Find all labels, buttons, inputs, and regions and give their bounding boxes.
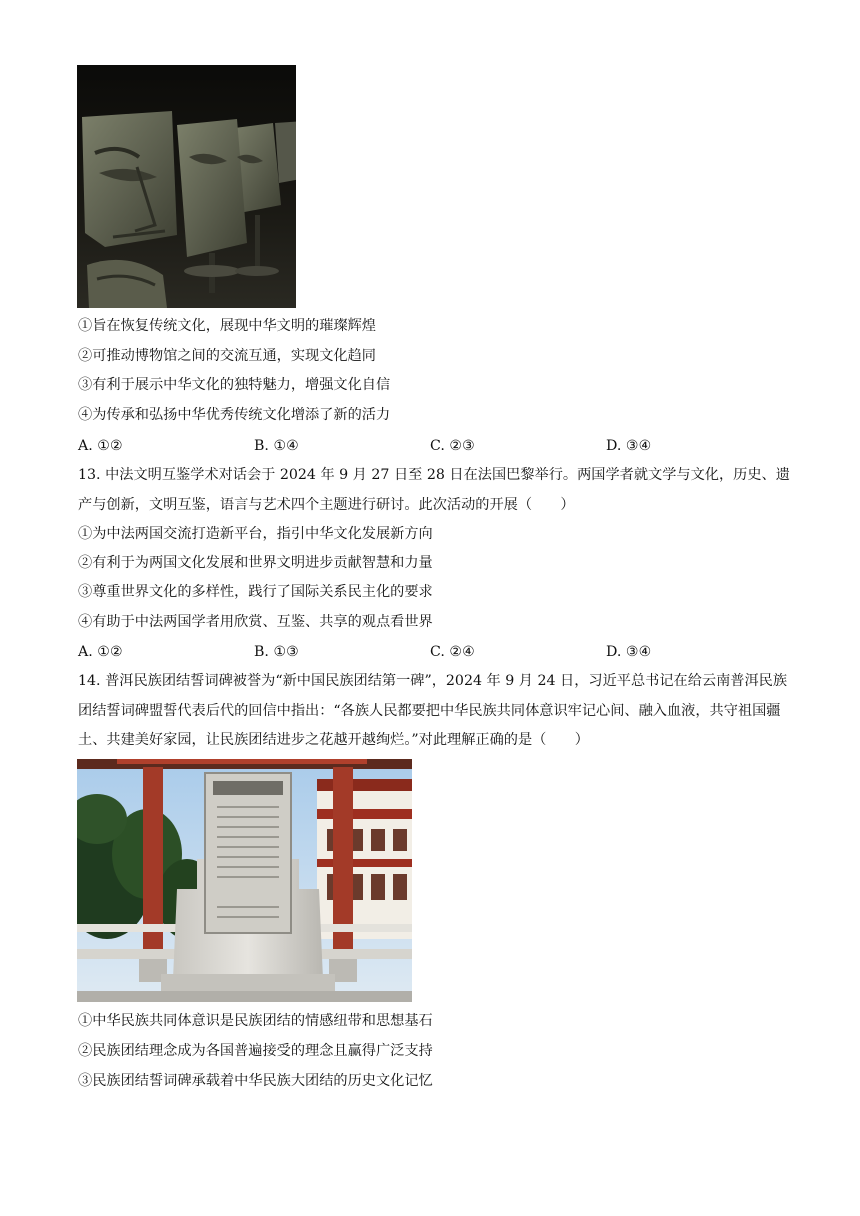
q12-option-a[interactable]: A. ①②	[78, 438, 123, 454]
q13-stem: 13. 中法文明互鉴学术对话会于 2024 年 9 月 27 日至 28 日在法国巴黎举行。两国学者就文学与文化，历史、遗产与创新，文明互鉴，语言与艺术四个主题进行研讨。此次活动的开展（ ）	[78, 467, 790, 513]
q13-statement-3: ③尊重世界文化的多样性，践行了国际关系民主化的要求	[78, 584, 433, 600]
q14-stem: 14. 普洱民族团结誓词碑被誉为“新中国民族团结第一碑”，2024 年 9 月 24 日，习近平总书记在给云南普洱民族团结誓词碑盟誓代表后代的回信中指出：“各族人民都要把中华民族共同体意识牢记心间、融入血液，共守祖国疆土、共建美好家园，让民族团结进步之花越开越绚烂。”对此理解正确的是（ ）	[78, 673, 788, 748]
q13-option-b[interactable]: B. ①③	[254, 644, 299, 660]
q12-statement-1: ①旨在恢复传统文化，展现中华文明的璀璨辉煌	[78, 318, 376, 334]
q12-options	[78, 436, 790, 456]
q14-statement-2: ②民族团结理念成为各国普遍接受的理念且赢得广泛支持	[78, 1043, 433, 1059]
q13-statement-4: ④有助于中法两国学者用欣赏、互鉴、共享的观点看世界	[78, 614, 433, 630]
bronze-masks-photo	[77, 65, 296, 308]
q12-option-c[interactable]: C. ②③	[430, 438, 475, 454]
bronze-masks-icon	[77, 65, 296, 308]
q12-statement-2: ②可推动博物馆之间的交流互通，实现文化趋同	[78, 348, 376, 364]
q12-option-b[interactable]: B. ①④	[254, 438, 299, 454]
stele-pavilion-photo	[77, 759, 412, 1002]
q14-statement-3: ③民族团结誓词碑承载着中华民族大团结的历史文化记忆	[78, 1073, 433, 1089]
q13-option-a[interactable]: A. ①②	[78, 644, 123, 660]
q13-option-d[interactable]: D. ③④	[606, 644, 652, 660]
q13-statement-1: ①为中法两国交流打造新平台，指引中华文化发展新方向	[78, 526, 433, 542]
q12-statement-3: ③有利于展示中华文化的独特魅力，增强文化自信	[78, 377, 391, 393]
q12-option-d[interactable]: D. ③④	[606, 438, 652, 454]
stele-pavilion-icon	[77, 759, 412, 1002]
q14-statement-1: ①中华民族共同体意识是民族团结的情感纽带和思想基石	[78, 1013, 433, 1029]
q12-statement-4: ④为传承和弘扬中华优秀传统文化增添了新的活力	[78, 407, 391, 423]
q13-statement-2: ②有利于为两国文化发展和世界文明进步贡献智慧和力量	[78, 555, 433, 571]
q13-option-c[interactable]: C. ②④	[430, 644, 475, 660]
q13-options	[78, 642, 790, 662]
